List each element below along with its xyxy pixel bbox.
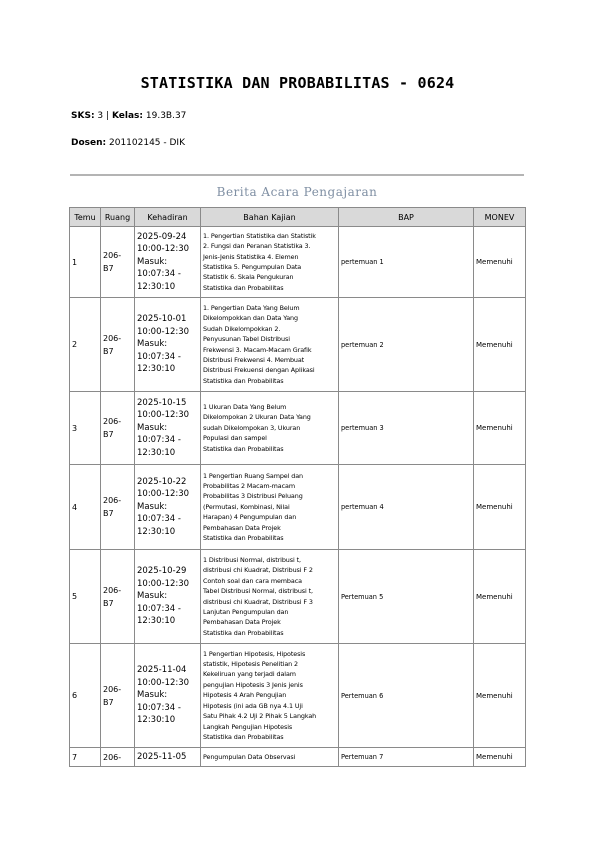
ruang-text: 206- B7 (103, 251, 122, 273)
dosen-label: Dosen: (71, 138, 107, 148)
table-row (70, 227, 526, 298)
ruang-text: 206- B7 (103, 684, 122, 707)
kehadiran-text: 2025-11-05 (137, 751, 187, 762)
bahan-kajian-text: 1 Ukuran Data Yang Belum Dikelompokan 2 Ukuran Data Yang sudah Dikelompokan 3, Ukuran Populasi dan sampel Statistika dan Probabilitas (203, 402, 311, 453)
cell-bahan-kajian (201, 227, 339, 298)
table-row (70, 748, 526, 767)
column-header-kehadiran: Kehadiran (135, 208, 201, 227)
meta-separator: | (106, 111, 110, 121)
cell-bahan-kajian (201, 465, 339, 550)
column-header-temu: Temu (70, 208, 101, 227)
kehadiran-text: 2025-10-22 10:00-12:30 Masuk: 10:07:34 - 12:30:10 (137, 476, 190, 537)
cell-ruang (101, 392, 135, 465)
ruang-text: 206- B7 (103, 496, 122, 518)
cell-temu: 4 (70, 465, 101, 550)
cell-temu: 1 (70, 227, 101, 298)
cell-kehadiran (135, 392, 201, 465)
kelas-value: 19.3B.37 (145, 111, 187, 121)
cell-monev: Memenuhi (474, 748, 526, 767)
cell-ruang (101, 550, 135, 644)
lecturer-meta (71, 138, 185, 148)
ruang-text: 206- B7 (103, 585, 122, 608)
cell-kehadiran (135, 298, 201, 392)
kelas-label: Kelas: (111, 111, 143, 121)
column-header-bap: BAP (339, 208, 474, 227)
cell-temu: 3 (70, 392, 101, 465)
cell-temu: 2 (70, 298, 101, 392)
sks-label: SKS: (71, 111, 95, 121)
cell-temu: 7 (70, 748, 101, 767)
page-title: STATISTIKA DAN PROBABILITAS - 0624 (140, 74, 455, 92)
cell-ruang (101, 748, 135, 767)
section-title: Berita Acara Pengajaran (216, 185, 378, 199)
cell-bahan-kajian (201, 644, 339, 748)
cell-bap: pertemuan 2 (339, 298, 474, 392)
sks-value: 3 (97, 111, 104, 121)
kehadiran-text: 2025-10-01 10:00-12:30 Masuk: 10:07:34 - 12:30:10 (137, 314, 190, 375)
kehadiran-text: 2025-10-29 10:00-12:30 Masuk: 10:07:34 - 12:30:10 (137, 566, 190, 627)
kehadiran-text: 2025-09-24 10:00-12:30 Masuk: 10:07:34 - 12:30:10 (137, 231, 190, 292)
table-row (70, 465, 526, 550)
cell-monev: Memenuhi (474, 465, 526, 550)
cell-bap: Pertemuan 5 (339, 550, 474, 644)
bahan-kajian-text: 1 Pengertian Hipotesis, Hipotesis statistik, Hipotesis Penelitian 2 Kekeliruan yang terjadi dalam pengujian Hipotesis 3 Jenis jenis Hipotesis 4 Arah Pengujian Hipotesis (ini ada GB nya 4.1 Uji Satu Pihak 4.2 Uji 2 Pihak 5 Langkah Langkah Pengujian Hipotesis Statistika dan Probabilitas (203, 649, 317, 741)
cell-monev: Memenuhi (474, 392, 526, 465)
cell-monev: Memenuhi (474, 298, 526, 392)
cell-ruang (101, 465, 135, 550)
cell-bap: pertemuan 3 (339, 392, 474, 465)
cell-bahan-kajian (201, 748, 339, 767)
horizontal-divider (70, 174, 524, 176)
table-row (70, 644, 526, 748)
column-header-monev: MONEV (474, 208, 526, 227)
cell-kehadiran (135, 748, 201, 767)
cell-bap: pertemuan 4 (339, 465, 474, 550)
table-row (70, 392, 526, 465)
cell-temu: 5 (70, 550, 101, 644)
cell-kehadiran (135, 550, 201, 644)
cell-ruang (101, 644, 135, 748)
cell-kehadiran (135, 227, 201, 298)
table-row (70, 550, 526, 644)
cell-bap: pertemuan 1 (339, 227, 474, 298)
cell-bap: Pertemuan 7 (339, 748, 474, 767)
cell-bahan-kajian (201, 298, 339, 392)
cell-bahan-kajian (201, 550, 339, 644)
ruang-text: 206- B7 (103, 417, 122, 439)
cell-kehadiran (135, 465, 201, 550)
cell-bahan-kajian (201, 392, 339, 465)
kehadiran-text: 2025-11-04 10:00-12:30 Masuk: 10:07:34 - 12:30:10 (137, 665, 190, 726)
table-row (70, 298, 526, 392)
ruang-text: 206- B7 (103, 333, 122, 356)
cell-bap: Pertemuan 6 (339, 644, 474, 748)
ruang-text: 206- (103, 752, 122, 762)
bahan-kajian-text: 1. Pengertian Data Yang Belum Dikelompokkan dan Data Yang Sudah Dikelompokkan 2. Penyusunan Tabel Distribusi Frekwensi 3. Macam-Macam Grafik Distribusi Frekwensi 4. Membuat Distribusi Frekuensi dengan Aplikasi Statistika dan Probabilitas (203, 303, 315, 385)
cell-monev: Memenuhi (474, 550, 526, 644)
course-meta (71, 111, 186, 121)
column-header-bahan-kajian: Bahan Kajian (201, 208, 339, 227)
dosen-value: 201102145 - DIK (109, 138, 185, 148)
bahan-kajian-text: 1 Distribusi Normal, distribusi t, distribusi chi Kuadrat, Distribusi F 2 Contoh soal dan cara membaca Tabel Distribusi Normal, distribusi t, distribusi chi Kuadrat, Distribusi F 3 Lanjutan Pengumpulan dan Pembahasan Data Projek Statistika dan Probabilitas (203, 555, 313, 637)
table-header-row (70, 208, 526, 227)
bahan-kajian-text: Pengumpulan Data Observasi (203, 752, 296, 761)
cell-temu: 6 (70, 644, 101, 748)
cell-kehadiran (135, 644, 201, 748)
bahan-kajian-text: 1. Pengertian Statistika dan Statistik 2. Fungsi dan Peranan Statistika 3. Jenis-Jenis Statistika 4. Elemen Statistika 5. Pengumpulan Data Statistik 6. Skala Pengukuran Statistika dan Probabilitas (203, 231, 316, 292)
cell-monev: Memenuhi (474, 227, 526, 298)
cell-ruang (101, 298, 135, 392)
column-header-ruang: Ruang (101, 208, 135, 227)
kehadiran-text: 2025-10-15 10:00-12:30 Masuk: 10:07:34 - 12:30:10 (137, 397, 190, 458)
cell-monev: Memenuhi (474, 644, 526, 748)
bahan-kajian-text: 1 Pengertian Ruang Sampel dan Probabilitas 2 Macam-macam Probabilitas 3 Distribusi Peluang (Permutasi, Kombinasi, Nilai Harapan) 4 Pengumpulan dan Pembahasan Data Projek Statistika dan Probabilitas (203, 471, 303, 543)
teaching-record-table (69, 207, 526, 767)
cell-ruang (101, 227, 135, 298)
